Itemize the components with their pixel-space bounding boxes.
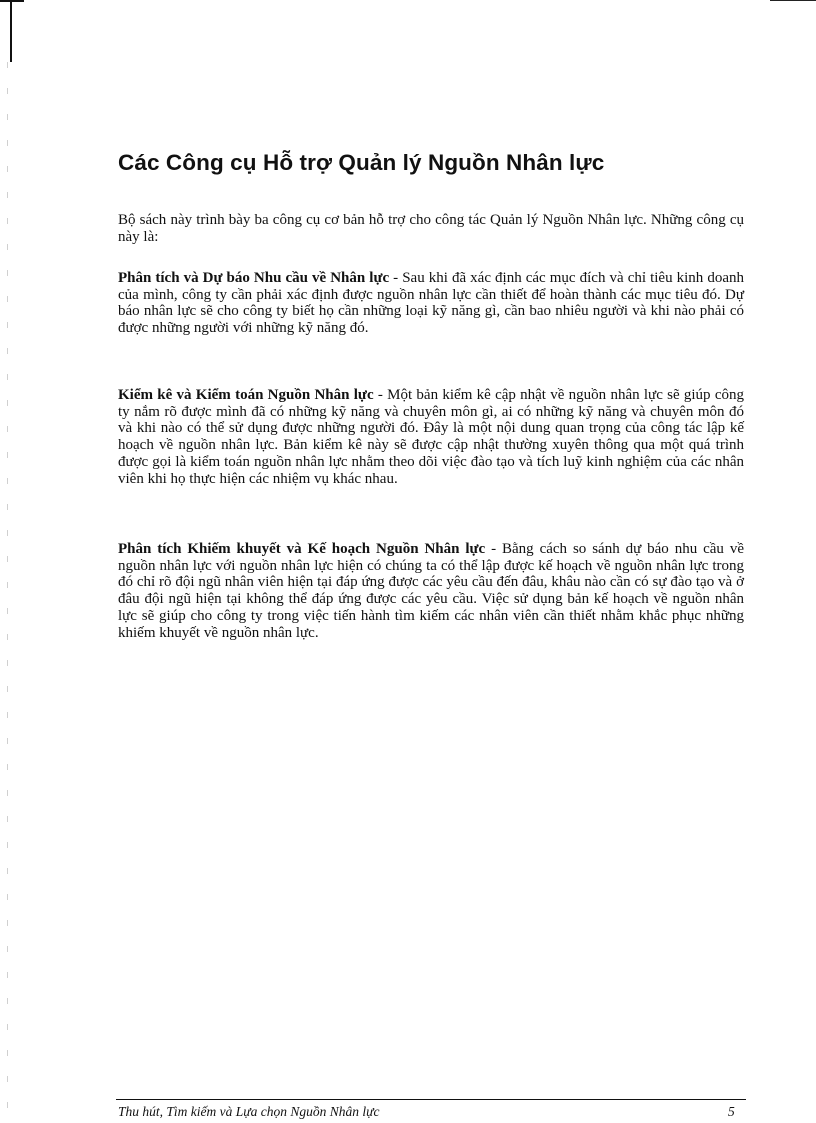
section-body: - Một bản kiểm kê cập nhật về nguồn nhân lực sẽ giúp công ty nắm rõ được mình đã có những kỹ năng và chuyên môn gì, ai có những kỹ năng và chuyên môn đó và khi nào có thể sử dụng được những người đó. Đây là một nội dung quan trọng của công tác lập kế hoạch về nguồn nhân lực. Bản kiểm kê này sẽ được cập nhật thường xuyên thông qua một quá trình được gọi là kiểm toán nguồn nhân lực nhằm theo dõi việc đào tạo và tích luỹ kinh nghiệm của các nhân viên khi họ thực hiện các nhiệm vụ khác nhau. <box>118 387 744 487</box>
footer-book-title: Thu hút, Tìm kiếm và Lựa chọn Nguồn Nhân lực <box>118 1104 380 1119</box>
section-gap-analysis <box>118 541 744 641</box>
section-forecasting <box>118 270 744 337</box>
section-heading: Kiểm kê và Kiểm toán Nguồn Nhân lực <box>118 387 374 403</box>
page-title: Các Công cụ Hỗ trợ Quản lý Nguồn Nhân lực <box>118 150 605 175</box>
scan-edge-artifact <box>7 62 8 1112</box>
section-inventory-audit <box>118 387 744 487</box>
section-heading: Phân tích Khiếm khuyết và Kế hoạch Nguồn Nhân lực <box>118 541 486 557</box>
intro-paragraph: Bộ sách này trình bày ba công cụ cơ bản hỗ trợ cho công tác Quản lý Nguồn Nhân lực. Những công cụ này là: <box>118 212 744 245</box>
crop-mark-vertical <box>10 0 12 62</box>
footer-divider <box>116 1099 746 1100</box>
crop-mark-horizontal-right <box>770 0 816 1</box>
section-body: - Sau khi đã xác định các mục đích và chỉ tiêu kinh doanh của mình, công ty cần phải xác định được nguồn nhân lực cần thiết để hoàn thành các mục tiêu đó. Dự báo nhân lực sẽ cho công ty biết họ cần những loại kỹ năng gì, cần bao nhiêu người và khi nào phải có được những người với những kỹ năng đó. <box>118 270 744 337</box>
section-body: - Bằng cách so sánh dự báo nhu cầu về nguồn nhân lực với nguồn nhân lực hiện có chúng ta có thể lập được kế hoạch về nguồn nhân lực trong đó chỉ rõ đội ngũ nhân viên hiện tại đáp ứng được các yêu cầu đến đâu, khâu nào cần có sự đào tạo và ở đâu đội ngũ hiện tại không thể đáp ứng được các yêu cầu. Việc sử dụng bản kế hoạch về nguồn nhân lực sẽ giúp cho công ty trong việc tiến hành tìm kiếm các nhân viên cần thiết nhằm khắc phục những khiếm khuyết về nguồn nhân lực. <box>118 541 744 641</box>
footer-page-number: 5 <box>728 1104 735 1119</box>
crop-mark-horizontal-left <box>0 0 24 2</box>
section-heading: Phân tích và Dự báo Nhu cầu về Nhân lực <box>118 270 390 286</box>
